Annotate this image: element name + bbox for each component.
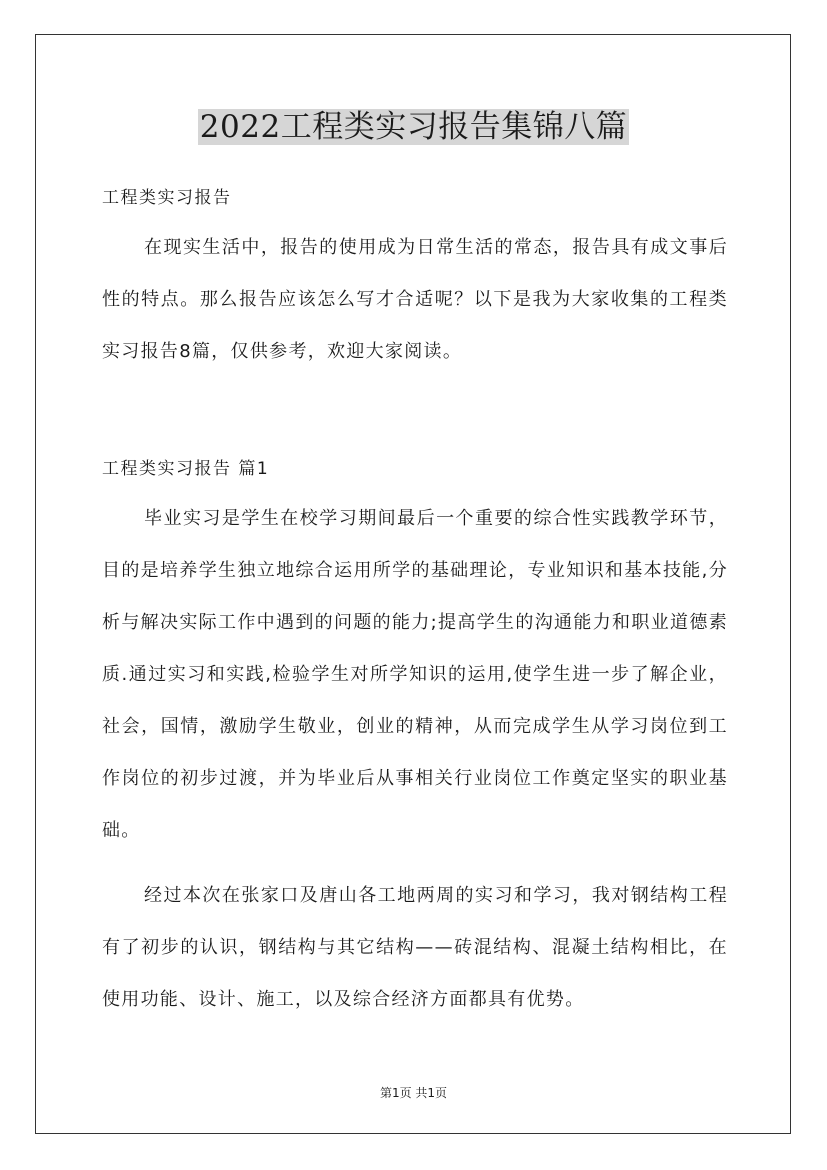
paragraph-1: 毕业实习是学生在校学习期间最后一个重要的综合性实践教学环节，目的是培养学生独立地综合运用所学的基础理论，专业知识和基本技能,分析与解决实际工作中遇到的问题的能力;提高学生的沟通能力和职业道德素质.通过实习和实践,检验学生对所学知识的运用,使学生进一步了解企业，社会，国情，激励学生敬业，创业的精神，从而完成学生从学习岗位到工作岗位的初步过渡，并为毕业后从事相关行业岗位工作奠定坚实的职业基础。 <box>102 508 728 841</box>
section-heading-1: 工程类实习报告 篇1 <box>102 459 270 479</box>
document-title: 2022工程类实习报告集锦八篇 <box>199 109 628 145</box>
page-footer: 第1页 共1页 <box>379 1086 448 1100</box>
document-title-wrap <box>0 101 827 146</box>
section-heading-intro: 工程类实习报告 <box>102 188 232 208</box>
intro-paragraph: 在现实生活中，报告的使用成为日常生活的常态，报告具有成文事后性的特点。那么报告应该怎么写才合适呢？以下是我为大家收集的工程类实习报告8篇，仅供参考，欢迎大家阅读。 <box>102 237 728 362</box>
paragraph-2: 经过本次在张家口及唐山各工地两周的实习和学习，我对钢结构工程有了初步的认识，钢结构与其它结构——砖混结构、混凝土结构相比，在使用功能、设计、施工，以及综合经济方面都具有优势。 <box>102 885 728 1010</box>
